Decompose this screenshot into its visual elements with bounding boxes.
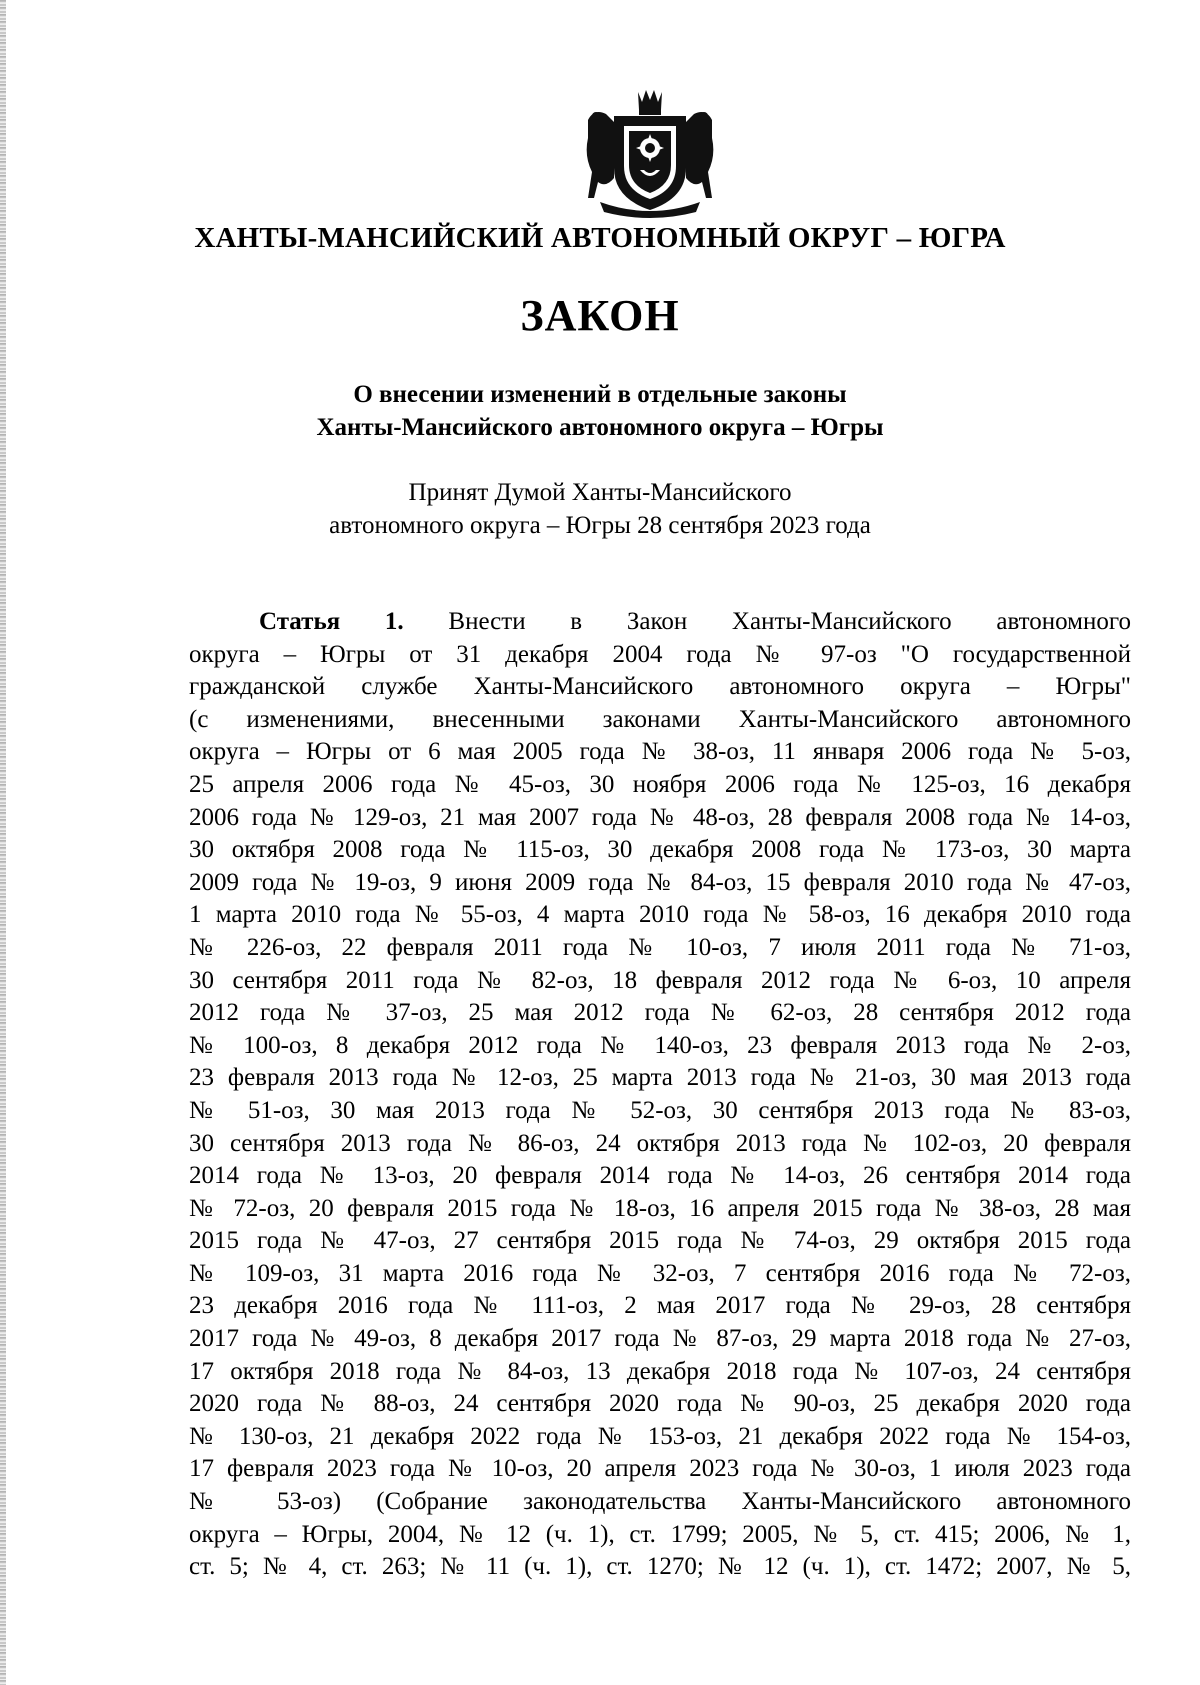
law-subject-line: Ханты-Мансийского автономного округа – Югры bbox=[316, 414, 884, 441]
article-line: 2012 года № 37-оз, 25 мая 2012 года № 62-оз, 28 сентября 2012 года bbox=[189, 999, 1131, 1027]
adoption-note bbox=[0, 476, 1200, 542]
article-line-text: Внести в Закон Ханты-Мансийского автономного bbox=[448, 608, 1132, 635]
article-line: 30 октября 2008 года № 115-оз, 30 декабря 2008 года № 173-оз, 30 марта bbox=[189, 836, 1131, 864]
article-line: (с изменениями, внесенными законами Ханты-Мансийского автономного bbox=[189, 705, 1131, 733]
article-line: 30 сентября 2011 года № 82-оз, 18 февраля 2012 года № 6-оз, 10 апреля bbox=[189, 966, 1131, 994]
article-line: № 51-оз, 30 мая 2013 года № 52-оз, 30 сентября 2013 года № 83-оз, bbox=[189, 1096, 1131, 1124]
article-line: 17 февраля 2023 года № 10-оз, 20 апреля 2023 года № 30-оз, 1 июля 2023 года bbox=[189, 1455, 1131, 1483]
article-line: округа – Югры от 6 мая 2005 года № 38-оз, 11 января 2006 года № 5-оз, bbox=[189, 738, 1131, 766]
article-line: 2015 года № 47-оз, 27 сентября 2015 года № 74-оз, 29 октября 2015 года bbox=[189, 1227, 1131, 1255]
article-line: 25 апреля 2006 года № 45-оз, 30 ноября 2006 года № 125-оз, 16 декабря bbox=[189, 770, 1131, 798]
article-line: округа – Югры от 31 декабря 2004 года № 97-оз "О государственной bbox=[189, 640, 1131, 668]
law-subject-line: О внесении изменений в отдельные законы bbox=[353, 381, 847, 408]
article-line: 2017 года № 49-оз, 8 декабря 2017 года № 87-оз, 29 марта 2018 года № 27-оз, bbox=[189, 1325, 1131, 1353]
adoption-note-line: Принят Думой Ханты-Мансийского bbox=[408, 479, 792, 506]
article-label: Статья 1. bbox=[259, 608, 404, 635]
region-title: ХАНТЫ-МАНСИЙСКИЙ АВТОНОМНЫЙ ОКРУГ – ЮГРА bbox=[194, 222, 1006, 254]
article-line: гражданской службе Ханты-Мансийского автономного округа – Югры" bbox=[189, 673, 1131, 701]
article-line: 1 марта 2010 года № 55-оз, 4 марта 2010 года № 58-оз, 16 декабря 2010 года bbox=[189, 901, 1131, 929]
article-line: округа – Югры, 2004, № 12 (ч. 1), ст. 1799; 2005, № 5, ст. 415; 2006, № 1, bbox=[189, 1520, 1131, 1548]
article-line: 2014 года № 13-оз, 20 февраля 2014 года № 14-оз, 26 сентября 2014 года bbox=[189, 1162, 1131, 1190]
article-line: 2009 года № 19-оз, 9 июня 2009 года № 84-оз, 15 февраля 2010 года № 47-оз, bbox=[189, 868, 1131, 896]
article-line: № 109-оз, 31 марта 2016 года № 32-оз, 7 сентября 2016 года № 72-оз, bbox=[189, 1259, 1131, 1287]
article-line: 2006 года № 129-оз, 21 мая 2007 года № 48-оз, 28 февраля 2008 года № 14-оз, bbox=[189, 803, 1131, 831]
article-line: № 226-оз, 22 февраля 2011 года № 10-оз, 7 июля 2011 года № 71-оз, bbox=[189, 933, 1131, 961]
document-type-title: ЗАКОН bbox=[520, 291, 680, 340]
article-line: 30 сентября 2013 года № 86-оз, 24 октября 2013 года № 102-оз, 20 февраля bbox=[189, 1129, 1131, 1157]
article-line: № 130-оз, 21 декабря 2022 года № 153-оз, 21 декабря 2022 года № 154-оз, bbox=[189, 1422, 1131, 1450]
article-line: 23 февраля 2013 года № 12-оз, 25 марта 2013 года № 21-оз, 30 мая 2013 года bbox=[189, 1064, 1131, 1092]
article-line: № 72-оз, 20 февраля 2015 года № 18-оз, 16 апреля 2015 года № 38-оз, 28 мая bbox=[189, 1194, 1131, 1222]
article-line: 2020 года № 88-оз, 24 сентября 2020 года № 90-оз, 25 декабря 2020 года bbox=[189, 1390, 1131, 1418]
article-line: ст. 5; № 4, ст. 263; № 11 (ч. 1), ст. 1270; № 12 (ч. 1), ст. 1472; 2007, № 5, bbox=[189, 1553, 1131, 1581]
article-line: № 53-оз) (Собрание законодательства Ханты-Мансийского автономного bbox=[189, 1488, 1131, 1516]
article-line: № 100-оз, 8 декабря 2012 года № 140-оз, 23 февраля 2013 года № 2-оз, bbox=[189, 1031, 1131, 1059]
article-line: 17 октября 2018 года № 84-оз, 13 декабря 2018 года № 107-оз, 24 сентября bbox=[189, 1357, 1131, 1385]
adoption-note-line: автономного округа – Югры 28 сентября 2023 года bbox=[329, 512, 871, 539]
article-line bbox=[189, 606, 1131, 639]
law-subject bbox=[0, 378, 1200, 444]
article-line: 23 декабря 2016 года № 111-оз, 2 мая 2017 года № 29-оз, 28 сентября bbox=[189, 1292, 1131, 1320]
coat-of-arms-icon bbox=[584, 86, 716, 218]
article-1 bbox=[189, 606, 1131, 1584]
